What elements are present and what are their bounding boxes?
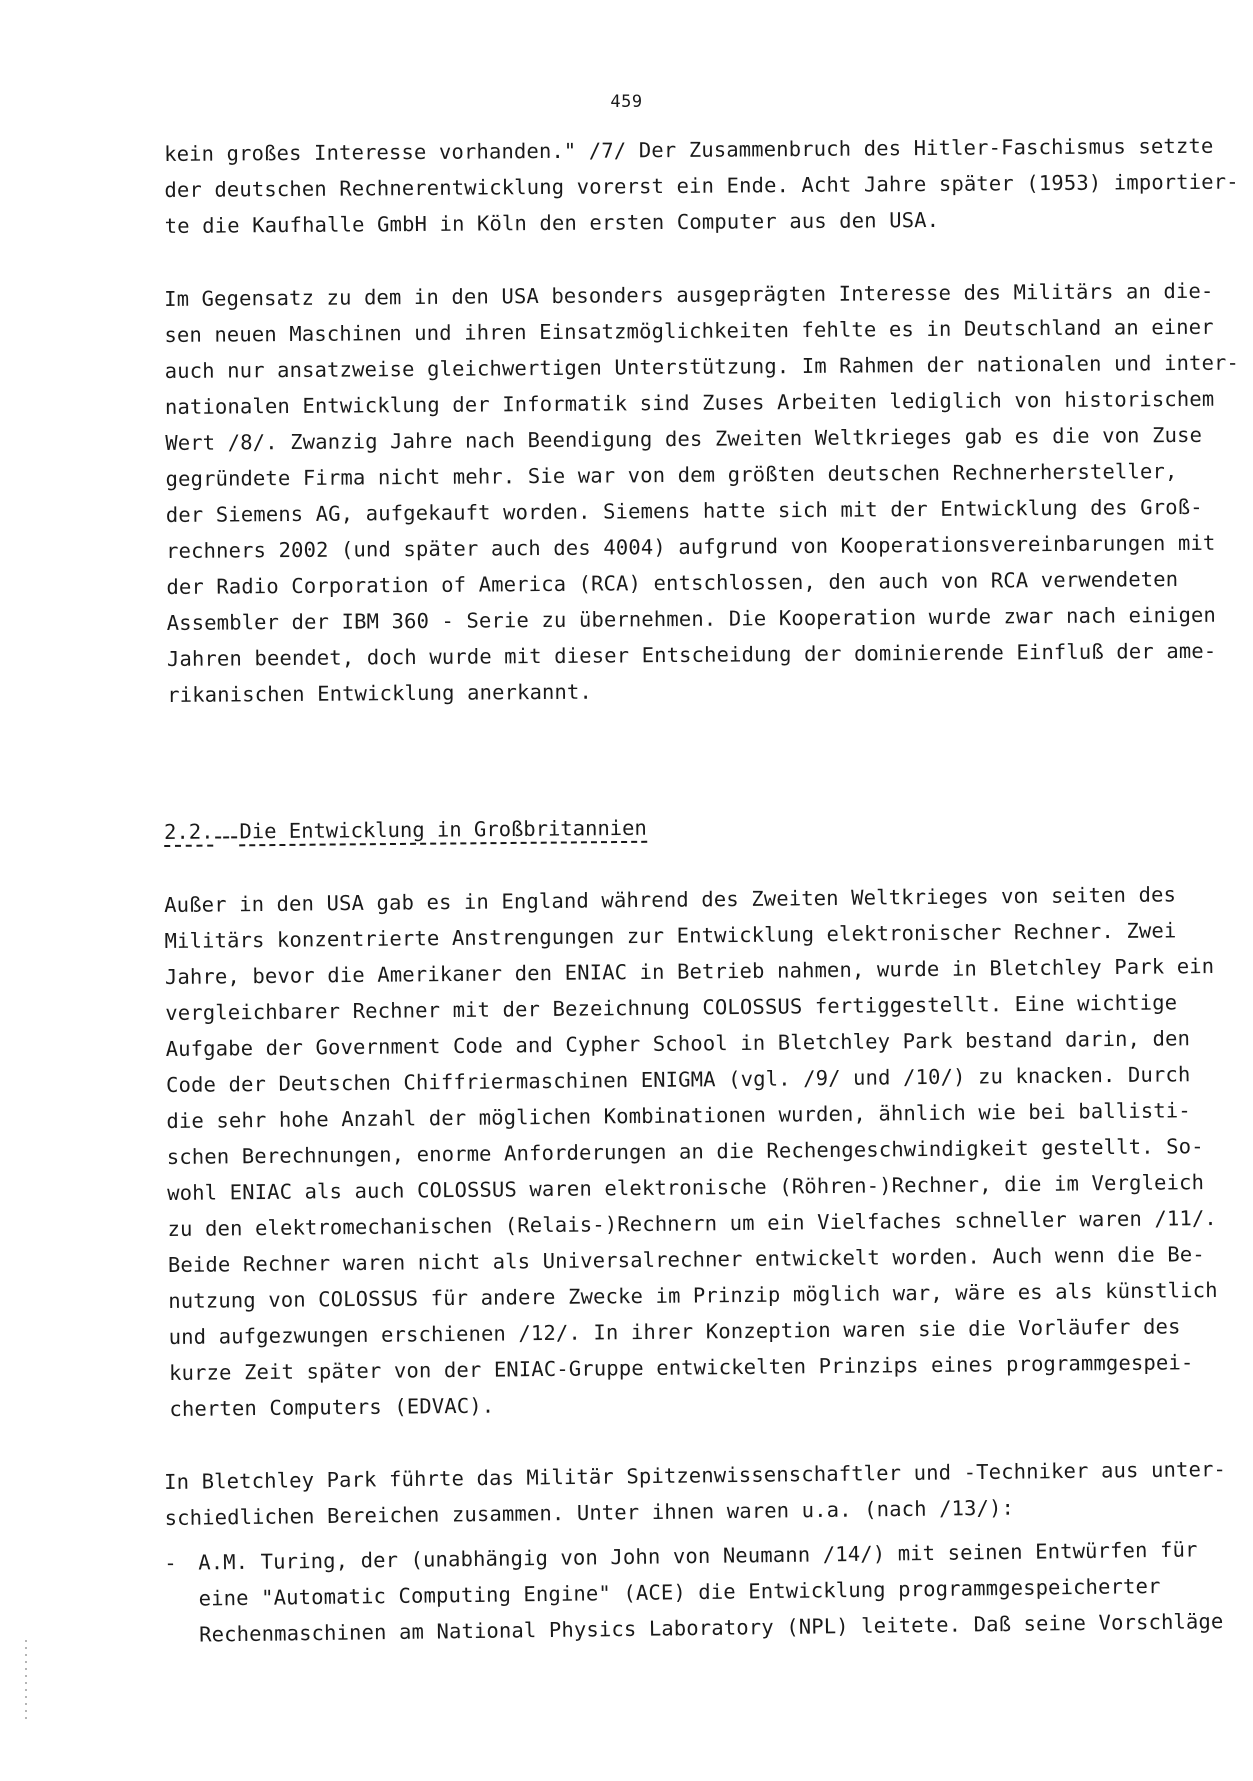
text-line: eine "Automatic Computing Engine" (ACE) die Entwicklung programmgespeicherter xyxy=(198,1573,1161,1611)
text-line: rikanischen Entwicklung anerkannt. xyxy=(167,679,593,707)
section-heading xyxy=(164,816,647,844)
list-marker: - xyxy=(164,1550,177,1575)
section-title: Die Entwicklung in Großbritannien xyxy=(239,816,647,847)
text-line: schiedlichen Bereichen zusammen. Unter ihnen waren u.a. (nach /13/): xyxy=(164,1495,1015,1530)
text-line: kein großes Interesse vorhanden." /7/ Der Zusammenbruch des Hitler-Faschismus setzte xyxy=(164,133,1214,166)
text-line: gegründete Firma nicht mehr. Sie war von dem größten deutschen Rechnerhersteller, xyxy=(165,459,1178,491)
text-line: zu den elektromechanischen (Relais-)Rechnern um ein Vielfaches schneller waren /11/. xyxy=(167,1205,1217,1241)
text-line: wohl ENIAC als auch COLOSSUS waren elektronische (Röhren-)Rechner, die im Vergleich xyxy=(167,1170,1205,1205)
text-line: Rechenmaschinen am National Physics Laboratory (NPL) leitete. Daß seine Vorschläge xyxy=(199,1609,1224,1647)
text-line: nationalen Entwicklung der Informatik sind Zuses Arbeiten lediglich von historischem xyxy=(164,386,1215,419)
paragraph-4 xyxy=(164,1452,1227,1536)
text-line: nutzung von COLOSSUS für andere Zwecke im Prinzip möglich war, wäre es als künstlich xyxy=(168,1277,1218,1313)
text-line: kurze Zeit später von der ENIAC-Gruppe entwickelten Prinzips eines programmgespei- xyxy=(168,1350,1194,1385)
text-line: In Bletchley Park führte das Militär Spitzenwissenschaftler und -Techniker aus unter- xyxy=(164,1457,1227,1494)
text-line: te die Kaufhalle GmbH in Köln den ersten Computer aus den USA. xyxy=(164,207,940,238)
text-line: Jahren beendet, doch wurde mit dieser Entscheidung der dominierende Einfluß der ame- xyxy=(166,638,1217,671)
text-line: rechners 2002 (und später auch des 4004) aufgrund von Kooperationsvereinbarungen mit xyxy=(166,530,1216,563)
text-line: Außer in den USA gab es in England während des Zweiten Weltkrieges von seiten des xyxy=(164,882,1177,917)
text-line: Aufgabe der Government Code and Cypher School in Bletchley Park bestand darin, den xyxy=(165,1026,1191,1061)
text-line: Assembler der IBM 360 - Serie zu übernehmen. Die Kooperation wurde zwar nach einigen xyxy=(166,602,1217,635)
paragraph-3 xyxy=(164,876,1218,1427)
text-line: der Siemens AG, aufgekauft worden. Siemens hatte sich mit der Entwicklung des Groß- xyxy=(165,494,1203,527)
text-line: A.M. Turing, der (unabhängig von John von Neumann /14/) mit seinen Entwürfen für xyxy=(198,1537,1198,1575)
text-line: der Radio Corporation of America (RCA) entschlossen, den auch von RCA verwendeten xyxy=(166,567,1179,599)
text-line: Code der Deutschen Chiffriermaschinen ENIGMA (vgl. /9/ und /10/) zu knacken. Durch xyxy=(165,1062,1191,1097)
text-line: schen Berechnungen, enorme Anforderungen an die Rechengeschwindigkeit gestellt. So- xyxy=(166,1134,1204,1169)
heading-underline-gap xyxy=(216,835,238,838)
text-line: und aufgezwungen erschienen /12/. In ihrer Konzeption waren sie die Vorläufer des xyxy=(168,1314,1181,1349)
text-line: Im Gegensatz zu dem in den USA besonders ausgeprägten Interesse des Militärs an die- xyxy=(164,278,1214,311)
text-line: cherten Computers (EDVAC). xyxy=(169,1393,495,1421)
text-line: der deutschen Rechnerentwicklung vorerst ein Ende. Acht Jahre später (1953) importier- xyxy=(164,169,1239,202)
paragraph-1 xyxy=(164,128,1239,244)
text-line: die sehr hohe Anzahl der möglichen Kombinationen wurden, ähnlich wie bei ballisti- xyxy=(166,1098,1191,1133)
page-number: 459 xyxy=(610,92,643,112)
text-line: auch nur ansatzweise gleichwertigen Unterstützung. Im Rahmen der nationalen und inter- xyxy=(164,350,1240,383)
text-line: Beide Rechner waren nicht als Universalrechner entwickelt worden. Auch wenn die Be- xyxy=(167,1242,1205,1277)
text-line: sen neuen Maschinen und ihren Einsatzmöglichkeiten fehlte es in Deutschland an einer xyxy=(164,314,1214,347)
text-line: vergleichbarer Rechner mit der Bezeichnung COLOSSUS fertiggestellt. Eine wichtige xyxy=(165,990,1178,1025)
section-number: 2.2. xyxy=(164,820,214,847)
text-line: Wert /8/. Zwanzig Jahre nach Beendigung des Zweiten Weltkrieges gab es die von Zuse xyxy=(165,422,1203,455)
paragraph-2 xyxy=(164,273,1240,713)
scan-margin-marks xyxy=(22,1640,30,1760)
text-line: Jahre, bevor die Amerikaner den ENIAC in Betrieb nahmen, wurde in Bletchley Park ein xyxy=(164,954,1215,989)
text-line: Militärs konzentrierte Anstrengungen zur Entwicklung elektronischer Rechner. Zwei xyxy=(164,918,1177,953)
